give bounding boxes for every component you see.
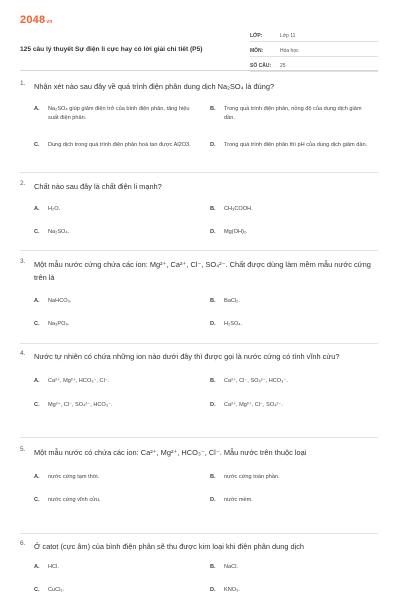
- question-number: 6.: [20, 540, 26, 547]
- meta-key: LỚP:: [250, 33, 263, 39]
- option-c[interactable]: C. CuCl₂.: [34, 587, 65, 593]
- question-number: 4.: [20, 350, 26, 357]
- question-3: [20, 258, 378, 327]
- question-divider: [20, 533, 378, 534]
- question-text: Nhận xét nào sau đây về quá trình điện phân dung dịch Na₂SO₄ là đúng?: [34, 82, 275, 91]
- option-d[interactable]: D. KNO₃.: [210, 587, 240, 593]
- option-d[interactable]: D. Mg(OH)₂.: [210, 229, 248, 235]
- question-number: 5.: [20, 446, 26, 453]
- question-number: 1.: [20, 80, 26, 87]
- option-a[interactable]: A. Ca²⁺, Mg²⁺, HCO₃⁻, Cl⁻.: [34, 378, 110, 384]
- option-b[interactable]: B. Ca²⁺, Cl⁻, SO₄²⁻, HCO₃⁻.: [210, 378, 288, 384]
- option-d[interactable]: D. H₂SO₄.: [210, 321, 243, 327]
- option-c[interactable]: C. Na₂SO₄.: [34, 229, 70, 235]
- question-6: [20, 540, 378, 593]
- question-number: 2.: [20, 180, 26, 187]
- meta-value: Lớp 11: [280, 33, 296, 39]
- meta-value: Hóa học: [280, 48, 299, 54]
- header: [20, 14, 378, 74]
- meta-value: 25: [280, 63, 286, 69]
- question-text: Nước tự nhiên có chứa những ion nào dưới đây thì được gọi là nước cứng có tính vĩnh cửu?: [34, 352, 340, 361]
- option-b[interactable]: B. Trong quá trình điện phân, nồng độ của dung dịch giảm dần.: [210, 106, 362, 121]
- question-divider: [20, 172, 378, 173]
- question-5: [20, 446, 378, 503]
- option-b[interactable]: B. nước cứng toàn phần.: [210, 474, 280, 480]
- option-c[interactable]: C. Dung dịch trong quá trình điện phân hoà tan được Al2O3.: [34, 142, 191, 148]
- option-a[interactable]: A. HCl.: [34, 564, 59, 570]
- question-2: [20, 180, 378, 235]
- meta-panel: [250, 30, 378, 75]
- question-text: Một mẫu nước có chứa các ion: Ca²⁺, Mg²⁺, HCO₃⁻, Cl⁻. Mẫu nước trên thuộc loại: [34, 448, 307, 457]
- meta-key: SỐ CÂU:: [250, 63, 272, 69]
- option-b[interactable]: B. NaCl.: [210, 564, 238, 570]
- option-a[interactable]: A. NaHCO₃.: [34, 298, 72, 304]
- meta-row-subject: [250, 45, 378, 57]
- option-d[interactable]: D. Ca²⁺, Mg²⁺, Cl⁻, SO₄²⁻.: [210, 402, 283, 408]
- option-d[interactable]: D. nước mềm.: [210, 497, 253, 503]
- question-4: [20, 350, 378, 408]
- option-c[interactable]: C. nước cứng vĩnh cửu.: [34, 497, 101, 503]
- option-b[interactable]: B. CH₃COOH.: [210, 206, 253, 212]
- meta-row-class: [250, 30, 378, 42]
- question-text: Một mẫu nước cứng chứa các ion: Mg²⁺, Ca²⁺, Cl⁻, SO₄²⁻. Chất được dùng làm mềm mẫu nước cứng trên là: [34, 260, 371, 282]
- option-c[interactable]: C. Mg²⁺, Cl⁻, SO₄²⁻, HCO₃⁻.: [34, 402, 113, 408]
- option-d[interactable]: D. Trong quá trình điện phân thì pH của dung dịch giảm dần.: [210, 142, 368, 148]
- option-a[interactable]: A. nước cứng tạm thời.: [34, 474, 100, 480]
- header-divider: [20, 70, 378, 71]
- question-number: 3.: [20, 258, 26, 265]
- question-divider: [20, 250, 378, 251]
- option-a[interactable]: A. Na₂SO₄ giúp giảm điện trở của bình điện phân, tăng hiệu suất điện phân.: [34, 106, 190, 121]
- site-logo[interactable]: 2048vn: [20, 14, 53, 26]
- question-text: Ở catot (cực âm) của bình điện phân sẽ thu được kim loại khi điện phân dung dịch: [34, 542, 305, 551]
- question-text: Chất nào sau đây là chất điện li mạnh?: [34, 182, 162, 191]
- question-1: [20, 80, 378, 148]
- option-a[interactable]: A. H₂O.: [34, 206, 61, 212]
- option-b[interactable]: B. BaCl₂.: [210, 298, 240, 304]
- question-divider: [20, 343, 378, 344]
- question-divider: [20, 437, 378, 438]
- document-title: 125 câu lý thuyết Sự điện li cực hay có lời giải chi tiết (P5): [20, 46, 203, 53]
- meta-key: MÔN:: [250, 48, 264, 54]
- option-c[interactable]: C. Na₃PO₄.: [34, 321, 70, 327]
